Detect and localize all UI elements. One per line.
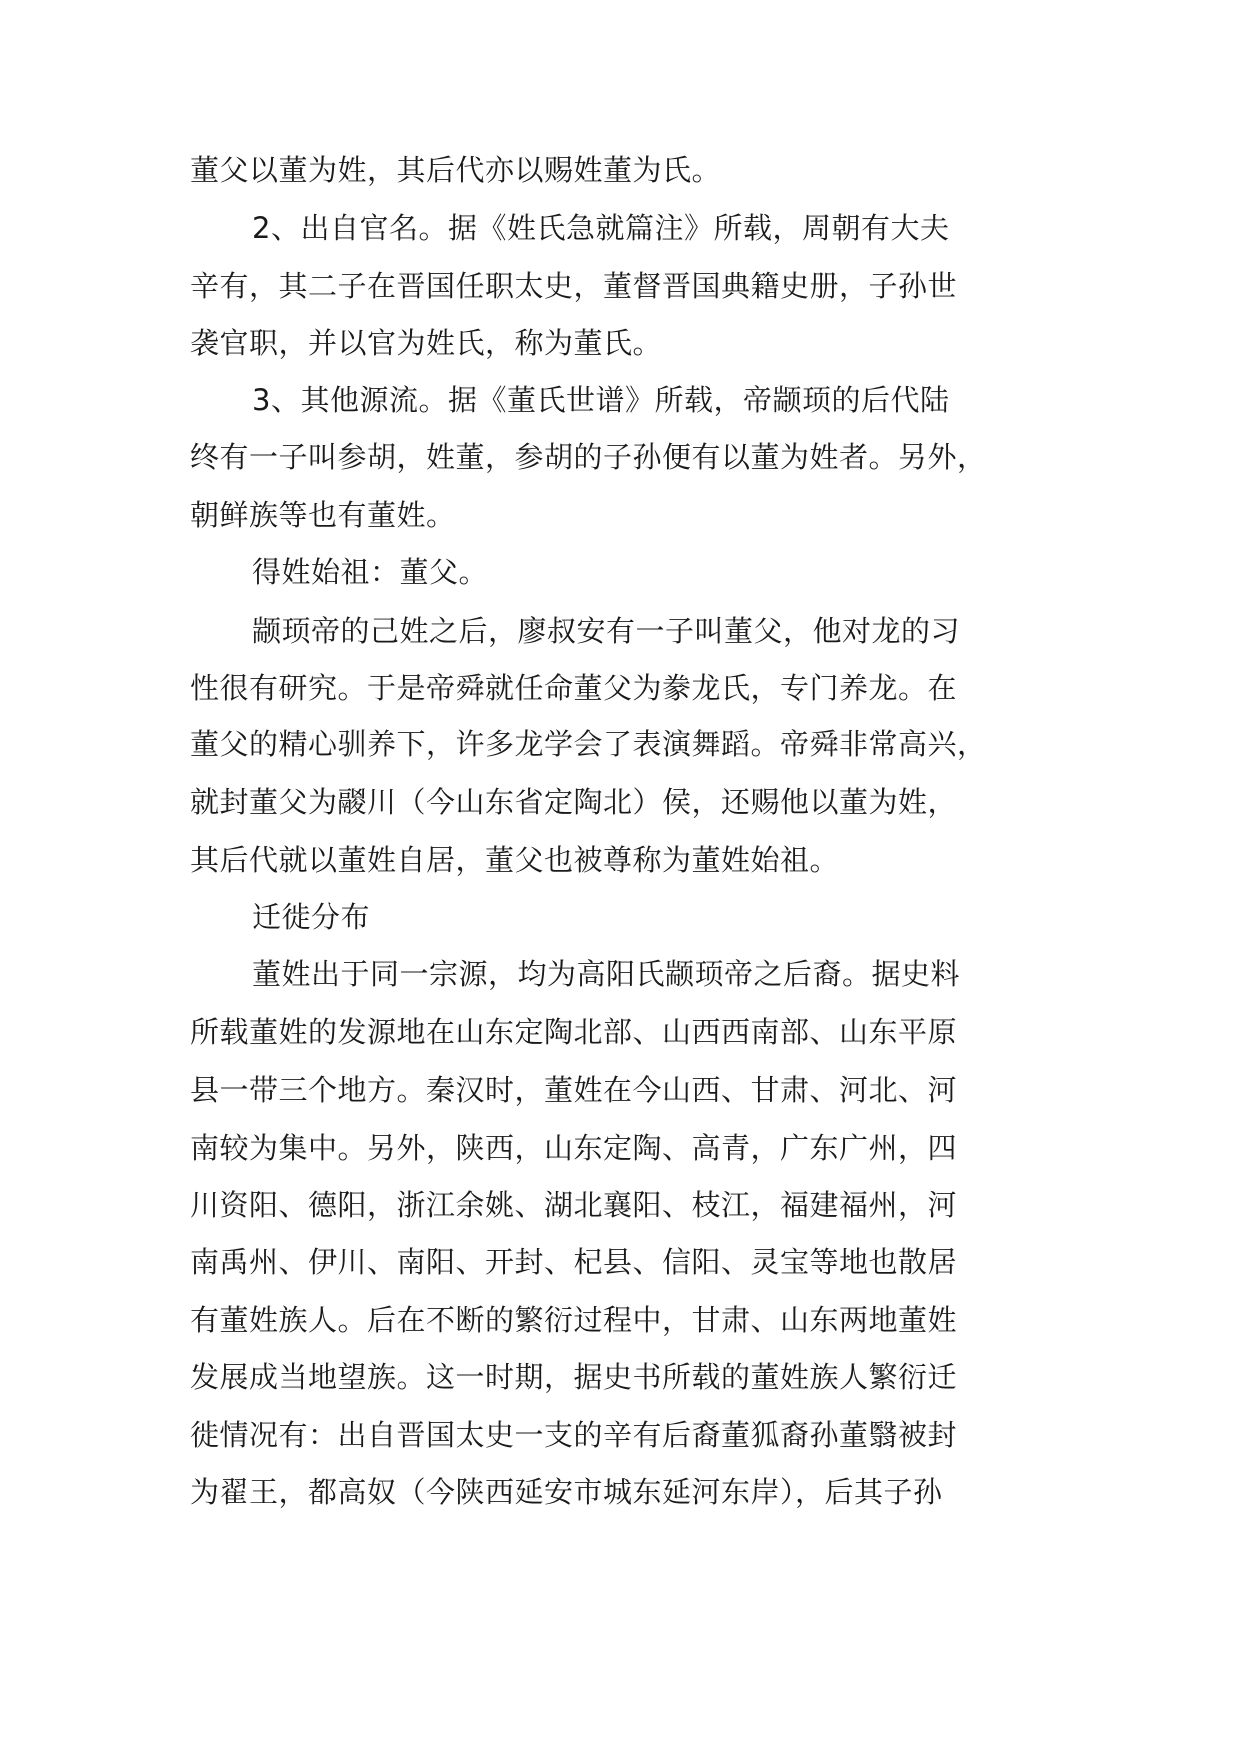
text-line: 为翟王，都高奴（今陕西延安市城东延河东岸），后其子孙	[190, 1475, 943, 1509]
text-line: 3、其他源流。据《董氏世谱》所载，帝颛顼的后代陆	[252, 383, 950, 417]
text-line: 辛有，其二子在晋国任职太史，董督晋国典籍史册，子孙世	[190, 269, 958, 303]
text-line: 川资阳、德阳，浙江余姚、湖北襄阳、枝江，福建福州，河	[190, 1188, 958, 1222]
text-line: 袭官职，并以官为姓氏，称为董氏。	[190, 326, 663, 360]
text-line: 董姓出于同一宗源，均为高阳氏颛顼帝之后裔。据史料	[252, 957, 961, 991]
text-line: 徙情况有：出自晋国太史一支的辛有后裔董狐裔孙董翳被封	[190, 1418, 958, 1452]
text-line: 县一带三个地方。秦汉时，董姓在今山西、甘肃、河北、河	[190, 1073, 958, 1107]
text-line: 所载董姓的发源地在山东定陶北部、山西西南部、山东平原	[190, 1015, 958, 1049]
text-line: 发展成当地望族。这一时期，据史书所载的董姓族人繁衍迁	[190, 1360, 958, 1394]
text-line: 董父以董为姓，其后代亦以赐姓董为氏。	[190, 153, 722, 187]
text-line: 终有一子叫参胡，姓董，参胡的子孙便有以董为姓者。另外，	[190, 440, 987, 474]
text-line: 董父的精心驯养下，许多龙学会了表演舞蹈。帝舜非常高兴，	[190, 727, 987, 761]
text-line: 迁徙分布	[252, 900, 371, 934]
text-line: 就封董父为鬷川（今山东省定陶北）侯，还赐他以董为姓，	[190, 785, 958, 819]
text-line: 有董姓族人。后在不断的繁衍过程中，甘肃、山东两地董姓	[190, 1303, 958, 1337]
text-line: 得姓始祖：董父。	[252, 555, 489, 589]
text-line: 2、出自官名。据《姓氏急就篇注》所载，周朝有大夫	[252, 211, 950, 245]
text-line: 南较为集中。另外，陕西，山东定陶、高青，广东广州，四	[190, 1131, 958, 1165]
text-line: 朝鲜族等也有董姓。	[190, 498, 456, 532]
text-line: 其后代就以董姓自居，董父也被尊称为董姓始祖。	[190, 843, 840, 877]
text-line: 颛顼帝的己姓之后，廖叔安有一子叫董父，他对龙的习	[252, 614, 961, 648]
text-line: 性很有研究。于是帝舜就任命董父为豢龙氏，专门养龙。在	[190, 671, 958, 705]
text-line: 南禹州、伊川、南阳、开封、杞县、信阳、灵宝等地也散居	[190, 1245, 958, 1279]
